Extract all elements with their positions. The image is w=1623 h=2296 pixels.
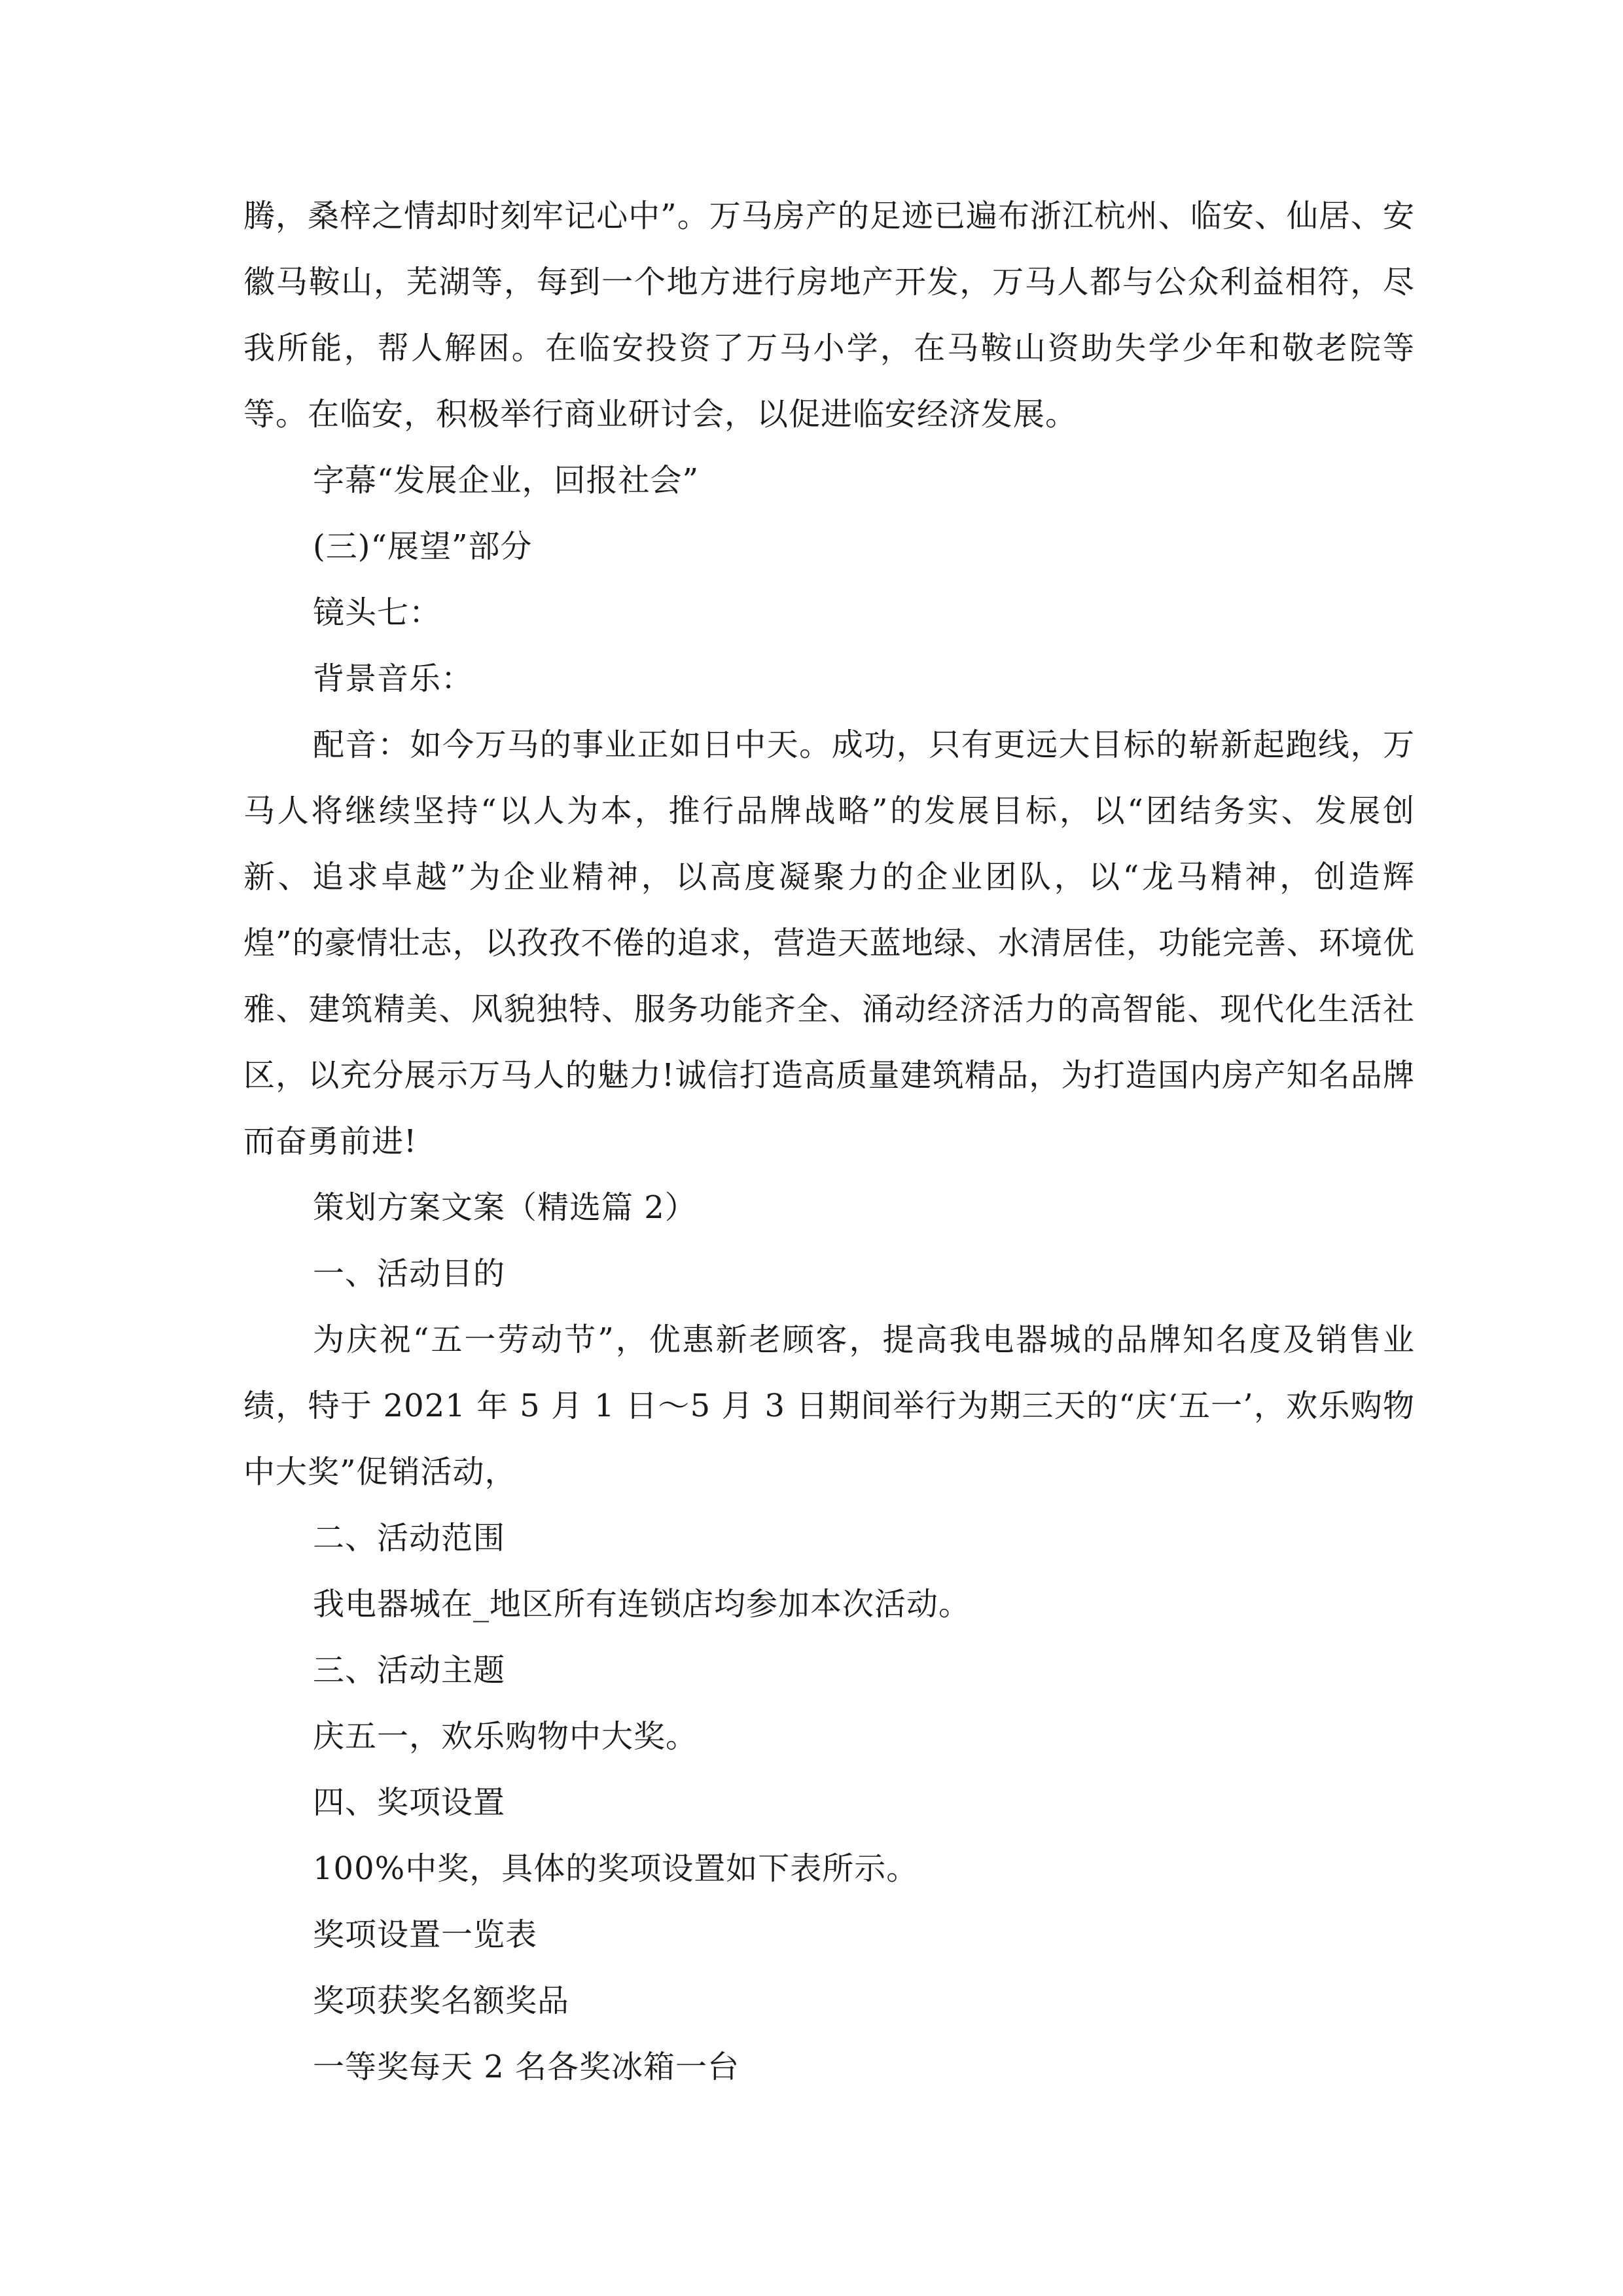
shot-label: 镜头七： xyxy=(313,594,442,631)
prize-table-title: 奖项设置一览表 xyxy=(313,1916,538,1953)
paragraph-activity-purpose: 为庆祝“五一劳动节”，优惠新老顾客，提高我电器城的品牌知名度及销售业绩，特于 2021 年 5 月 1 日～5 月 3 日期间举行为期三天的“庆‘五一’，欢乐购物中大奖”促销活动， xyxy=(243,1321,1415,1490)
heading-activity-scope: 二、活动范围 xyxy=(313,1520,506,1556)
heading-activity-theme: 三、活动主题 xyxy=(313,1652,506,1689)
background-music-label: 背景音乐： xyxy=(313,660,474,697)
paragraph-activity-scope: 我电器城在_地区所有连锁店均参加本次活动。 xyxy=(313,1586,971,1623)
paragraph-caption: 字幕“发展企业，回报社会” xyxy=(313,462,700,499)
heading-prize-setup: 四、奖项设置 xyxy=(313,1784,506,1821)
paragraph-voiceover: 配音：如今万马的事业正如日中天。成功，只有更远大目标的崭新起跑线，万马人将继续坚持“以人为本，推行品牌战略”的发展目标，以“团结务实、发展创新、追求卓越”为企业精神，以高度凝聚力的企业团队，以“龙马精神，创造辉煌”的豪情壮志，以孜孜不倦的追求，营造天蓝地绿、水清居佳，功能完善、环境优雅、建筑精美、风貌独特、服务功能齐全、涌动经济活力的高智能、现代化生活社区，以充分展示万马人的魅力!诚信打造高质量建筑精品，为打造国内房产知名品牌而奋勇前进! xyxy=(243,726,1415,1160)
paragraph-continued: 腾，桑梓之情却时刻牢记心中”。万马房产的足迹已遍布浙江杭州、临安、仙居、安徽马鞍山，芜湖等，每到一个地方进行房地产开发，万马人都与公众利益相符，尽我所能，帮人解困。在临安投资了万马小学，在马鞍山资助失学少年和敬老院等等。在临安，积极举行商业研讨会，以促进临安经济发展。 xyxy=(243,198,1415,433)
section-heading-outlook: (三)“展望”部分 xyxy=(313,528,533,565)
paragraph-prize-setup: 100%中奖，具体的奖项设置如下表所示。 xyxy=(313,1850,919,1887)
paragraph-activity-theme: 庆五一，欢乐购物中大奖。 xyxy=(313,1718,698,1755)
prize-table-row: 一等奖每天 2 名各奖冰箱一台 xyxy=(313,2049,740,2085)
heading-activity-purpose: 一、活动目的 xyxy=(313,1255,506,1292)
document-body xyxy=(243,183,1415,2100)
document-section-title: 策划方案文案（精选篇 2） xyxy=(313,1189,697,1226)
prize-table-header: 奖项获奖名额奖品 xyxy=(313,1982,570,2019)
